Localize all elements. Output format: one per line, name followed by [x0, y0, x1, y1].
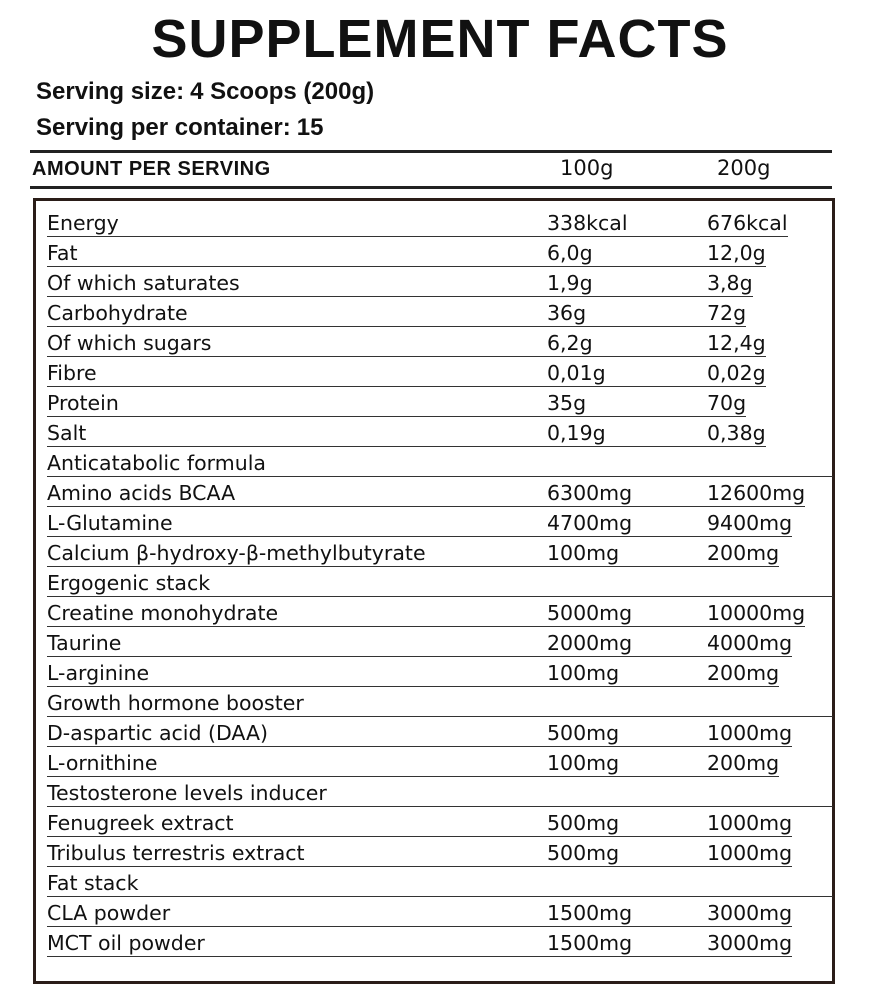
header-top-rule — [30, 150, 832, 153]
row-rule — [47, 566, 779, 567]
row-name: Fenugreek extract — [47, 811, 234, 835]
row-value-100g: 0,19g — [547, 421, 606, 445]
row-value-100g: 2000mg — [547, 631, 633, 655]
row-name: Energy — [47, 211, 119, 235]
table-row — [47, 298, 833, 328]
table-row — [47, 538, 833, 568]
table-row — [47, 358, 833, 388]
row-value-200g: 1000mg — [707, 811, 793, 835]
row-value-100g: 6,2g — [547, 331, 593, 355]
table-section-row — [47, 868, 833, 898]
table-row — [47, 808, 833, 838]
column-header-100g: 100g — [560, 156, 614, 180]
row-name: Testosterone levels inducer — [47, 781, 327, 805]
row-name: Protein — [47, 391, 119, 415]
table-row — [47, 748, 833, 778]
row-value-100g: 500mg — [547, 721, 620, 745]
row-value-100g: 500mg — [547, 841, 620, 865]
table-row — [47, 238, 833, 268]
table-section-row — [47, 688, 833, 718]
serving-size — [36, 78, 374, 106]
row-name: Ergogenic stack — [47, 571, 211, 595]
servings-per-container-label: Serving per container: — [36, 114, 291, 141]
table-row — [47, 208, 833, 238]
row-value-100g: 6,0g — [547, 241, 593, 265]
row-name: Tribulus terrestris extract — [47, 841, 305, 865]
row-name: CLA powder — [47, 901, 171, 925]
row-value-100g: 35g — [547, 391, 587, 415]
row-name: Anticatabolic formula — [47, 451, 266, 475]
table-row — [47, 898, 833, 928]
row-rule — [47, 866, 792, 867]
row-rule — [47, 296, 753, 297]
row-name: Growth hormone booster — [47, 691, 304, 715]
row-rule — [47, 806, 833, 807]
row-rule — [47, 896, 833, 897]
row-rule — [47, 776, 779, 777]
row-rule — [47, 266, 766, 267]
row-name: Salt — [47, 421, 87, 445]
table-row — [47, 838, 833, 868]
row-rule — [47, 596, 833, 597]
row-value-100g: 1500mg — [547, 931, 633, 955]
row-value-200g: 200mg — [707, 661, 780, 685]
row-value-200g: 0,02g — [707, 361, 766, 385]
header-bottom-rule — [30, 186, 832, 189]
row-name: Carbohydrate — [47, 301, 188, 325]
row-rule — [47, 836, 792, 837]
serving-size-value: 4 Scoops (200g) — [190, 78, 375, 105]
row-value-100g: 36g — [547, 301, 587, 325]
row-name: L-ornithine — [47, 751, 158, 775]
row-rule — [47, 956, 792, 957]
row-value-200g: 1000mg — [707, 841, 793, 865]
row-rule — [47, 626, 805, 627]
row-value-200g: 12,0g — [707, 241, 766, 265]
row-value-100g: 0,01g — [547, 361, 606, 385]
row-name: Fat stack — [47, 871, 139, 895]
row-value-200g: 3000mg — [707, 931, 793, 955]
row-value-200g: 676kcal — [707, 211, 788, 235]
row-value-200g: 200mg — [707, 751, 780, 775]
row-name: Fibre — [47, 361, 97, 385]
row-rule — [47, 356, 766, 357]
table-row — [47, 658, 833, 688]
row-value-100g: 100mg — [547, 751, 620, 775]
row-name: Taurine — [47, 631, 122, 655]
row-value-200g: 4000mg — [707, 631, 793, 655]
row-rule — [47, 926, 792, 927]
row-value-200g: 0,38g — [707, 421, 766, 445]
row-rule — [47, 506, 805, 507]
row-value-200g: 10000mg — [707, 601, 806, 625]
row-rule — [47, 326, 746, 327]
table-row — [47, 628, 833, 658]
row-rule — [47, 446, 766, 447]
row-rule — [47, 746, 792, 747]
table-row — [47, 388, 833, 418]
row-rule — [47, 656, 792, 657]
row-value-100g: 338kcal — [547, 211, 628, 235]
row-value-100g: 1,9g — [547, 271, 593, 295]
serving-size-label: Serving size: — [36, 78, 185, 105]
row-value-200g: 3,8g — [707, 271, 753, 295]
servings-per-container-value: 15 — [296, 114, 324, 141]
row-value-100g: 5000mg — [547, 601, 633, 625]
amount-per-serving-header: AMOUNT PER SERVING — [32, 158, 271, 180]
table-row — [47, 268, 833, 298]
row-rule — [47, 476, 833, 477]
table-row — [47, 508, 833, 538]
row-value-100g: 6300mg — [547, 481, 633, 505]
row-rule — [47, 386, 766, 387]
row-value-200g: 12600mg — [707, 481, 806, 505]
table-row — [47, 598, 833, 628]
row-value-200g: 12,4g — [707, 331, 766, 355]
row-rule — [47, 536, 792, 537]
row-value-100g: 100mg — [547, 661, 620, 685]
row-value-100g: 500mg — [547, 811, 620, 835]
row-value-200g: 9400mg — [707, 511, 793, 535]
row-value-200g: 70g — [707, 391, 747, 415]
table-row — [47, 418, 833, 448]
column-header-200g: 200g — [717, 156, 771, 180]
table-section-row — [47, 778, 833, 808]
row-value-200g: 200mg — [707, 541, 780, 565]
row-value-100g: 4700mg — [547, 511, 633, 535]
row-name: Of which saturates — [47, 271, 240, 295]
row-rule — [47, 416, 746, 417]
row-rule — [47, 686, 779, 687]
table-row — [47, 928, 833, 958]
row-rule — [47, 236, 788, 237]
row-value-200g: 72g — [707, 301, 747, 325]
row-value-100g: 100mg — [547, 541, 620, 565]
table-row — [47, 328, 833, 358]
row-name: Of which sugars — [47, 331, 212, 355]
row-name: Amino acids BCAA — [47, 481, 236, 505]
servings-per-container — [36, 114, 323, 142]
row-rule — [47, 716, 833, 717]
row-name: MCT oil powder — [47, 931, 205, 955]
row-name: L-arginine — [47, 661, 150, 685]
table-row — [47, 718, 833, 748]
page-title: SUPPLEMENT FACTS — [151, 9, 729, 69]
row-value-100g: 1500mg — [547, 901, 633, 925]
row-name: L-Glutamine — [47, 511, 173, 535]
row-value-200g: 1000mg — [707, 721, 793, 745]
row-value-200g: 3000mg — [707, 901, 793, 925]
table-section-row — [47, 448, 833, 478]
row-name: Creatine monohydrate — [47, 601, 279, 625]
row-name: D-aspartic acid (DAA) — [47, 721, 269, 745]
table-row — [47, 478, 833, 508]
table-section-row — [47, 568, 833, 598]
row-name: Fat — [47, 241, 78, 265]
row-name: Calcium β-hydroxy-β-methylbutyrate — [47, 541, 426, 565]
